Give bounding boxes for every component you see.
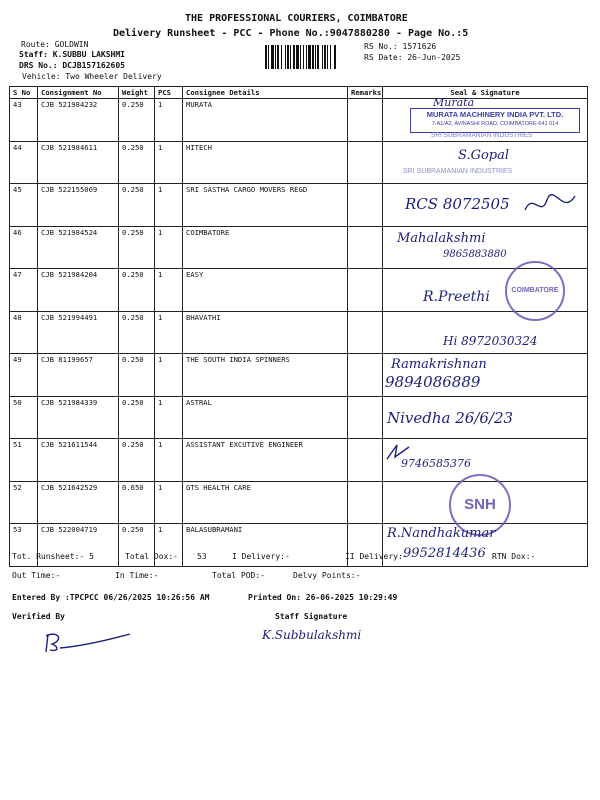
phone-handwriting: 9952814436 [403, 546, 486, 561]
cell-pcs: 1 [155, 396, 183, 439]
cell-consignee: EASY [183, 269, 348, 312]
header-consignee: Consignee Details [183, 87, 348, 99]
cell-signature [383, 524, 588, 567]
signature-handwriting: R.Preethi [423, 289, 490, 305]
delvy-points: Delvy Points:- [293, 571, 361, 580]
phone-handwriting: 9746585376 [401, 457, 471, 470]
runsheet-subtitle: Delivery Runsheet - PCC - Phone No.:9047880280 - Page No.:5 [113, 28, 469, 39]
cell-signature [383, 354, 588, 397]
vehicle-label: Vehicle: Two Wheeler Delivery [22, 72, 162, 81]
cell-pcs: 1 [155, 269, 183, 312]
staff-signature-handwriting: K.Subbulakshmi [262, 628, 362, 642]
cell-consignee: ASSISTANT EXCUTIVE ENGINEER [183, 439, 348, 482]
cell-pcs: 1 [155, 226, 183, 269]
cell-sno: 46 [10, 226, 38, 269]
rs-number: RS No.: 1571626 [364, 42, 437, 51]
round-seal: COIMBATORE [505, 261, 565, 321]
cell-remarks [348, 269, 383, 312]
cell-pcs: 1 [155, 481, 183, 524]
cell-remarks [348, 439, 383, 482]
signature-handwriting: R.Nandhakumar [387, 526, 496, 541]
table-row [10, 354, 588, 397]
cell-signature [383, 184, 588, 227]
signature-handwriting: Murata [433, 96, 475, 109]
cell-remarks [348, 184, 383, 227]
cell-weight: 0.250 [119, 311, 155, 354]
table-row [10, 481, 588, 524]
hospital-seal: SNH [449, 474, 511, 536]
cell-weight: 0.250 [119, 141, 155, 184]
faded-seal-text: SRI SUBRAMANIAN INDUSTRIES [403, 167, 513, 175]
staff-signature-label: Staff Signature [275, 612, 348, 621]
cell-consignment: CJB 521984524 [38, 226, 119, 269]
cell-consignment: CJB 521984232 [38, 99, 119, 142]
cell-consignee: GTS HEALTH CARE [183, 481, 348, 524]
cell-consignee: THE SOUTH INDIA SPINNERS [183, 354, 348, 397]
cell-sno: 51 [10, 439, 38, 482]
cell-sno: 45 [10, 184, 38, 227]
cell-consignee: ASTRAL [183, 396, 348, 439]
cell-pcs: 1 [155, 99, 183, 142]
cell-remarks [348, 354, 383, 397]
cell-remarks [348, 226, 383, 269]
cell-remarks [348, 396, 383, 439]
cell-remarks [348, 311, 383, 354]
cell-signature [383, 269, 588, 312]
cell-remarks [348, 141, 383, 184]
signature-handwriting: Hi 8972030324 [443, 333, 538, 348]
cell-pcs: 1 [155, 524, 183, 567]
cell-consignee: SRI SASTHA CARGO MOVERS REGD [183, 184, 348, 227]
total-pod: Total POD:- [212, 571, 265, 580]
route-label: Route: GOLDWIN [21, 40, 89, 49]
rtn-dox: RTN Dox:- [492, 552, 536, 561]
cell-sno: 53 [10, 524, 38, 567]
in-time: In Time:- [115, 571, 159, 580]
phone-handwriting: 9894086889 [385, 373, 481, 391]
out-time: Out Time:- [12, 571, 61, 580]
rs-date: RS Date: 26-Jun-2025 [364, 53, 461, 62]
cell-consignment: CJB 521984339 [38, 396, 119, 439]
cell-sno: 52 [10, 481, 38, 524]
table-header-row [10, 87, 588, 99]
header-remarks: Remarks [348, 87, 383, 99]
cell-weight: 0.650 [119, 481, 155, 524]
staff-label: Staff: K.SUBBU LAKSHMI [19, 50, 125, 59]
cell-consignee: HITECH [183, 141, 348, 184]
header-consignment: Consignment No [38, 87, 119, 99]
cell-consignment: CJB 521984611 [38, 141, 119, 184]
cell-consignee: COIMBATORE [183, 226, 348, 269]
cell-signature [383, 311, 588, 354]
cell-sno: 44 [10, 141, 38, 184]
cell-consignee: BHAVATHI [183, 311, 348, 354]
phone-handwriting: 9865883880 [443, 248, 507, 260]
cell-consignment: CJB 522155069 [38, 184, 119, 227]
company-seal: MURATA MACHINERY INDIA PVT. LTD. 7-A1/A2, AVINASHI ROAD, COIMBATORE-641 014 [410, 108, 580, 133]
signature-scribble [523, 190, 578, 220]
cell-weight: 0.250 [119, 269, 155, 312]
cell-consignment: CJB 521994491 [38, 311, 119, 354]
cell-signature [383, 141, 588, 184]
ii-delivery: II Delivery:- [345, 552, 408, 561]
table-row [10, 141, 588, 184]
overlapping-seal-text: SRI SUBRAMANIAN INDUSTRIES [431, 132, 533, 139]
table-row [10, 311, 588, 354]
tot-runsheet: Tot. Runsheet:- 5 [12, 552, 94, 561]
verified-signature [38, 626, 133, 658]
cell-pcs: 1 [155, 354, 183, 397]
cell-weight: 0.250 [119, 439, 155, 482]
table-row [10, 184, 588, 227]
cell-sno: 48 [10, 311, 38, 354]
cell-sno: 47 [10, 269, 38, 312]
cell-weight: 0.250 [119, 354, 155, 397]
header-sno: S No [10, 87, 38, 99]
header-pcs: PCS [155, 87, 183, 99]
barcode [265, 45, 353, 69]
cell-consignee: BALASUBRAMANI [183, 524, 348, 567]
cell-consignment: CJB 521611544 [38, 439, 119, 482]
total-dox-label: Total Dox:- [125, 552, 178, 561]
cell-signature [383, 96, 588, 142]
total-dox-value: 53 [197, 552, 207, 561]
drs-number: DRS No.: DCJB157162605 [19, 61, 125, 70]
cell-pcs: 1 [155, 439, 183, 482]
cell-consignee: MURATA [183, 99, 348, 142]
cell-weight: 0.250 [119, 99, 155, 142]
cell-consignment: CJB 522004719 [38, 524, 119, 567]
table-row [10, 269, 588, 312]
runsheet-title: THE PROFESSIONAL COURIERS, COIMBATORE [185, 13, 408, 24]
i-delivery: I Delivery:- [232, 552, 290, 561]
cell-remarks [348, 99, 383, 142]
signature-handwriting: RCS 8072505 [405, 195, 510, 213]
table-row [10, 396, 588, 439]
cell-weight: 0.250 [119, 396, 155, 439]
signature-handwriting: Mahalakshmi [397, 230, 486, 246]
runsheet-table [9, 86, 588, 567]
printed-on: Printed On: 26-06-2025 10:29:49 [248, 593, 398, 602]
cell-weight: 0.250 [119, 184, 155, 227]
cell-sno: 50 [10, 396, 38, 439]
table-row [10, 226, 588, 269]
cell-consignment: CJB 521984204 [38, 269, 119, 312]
cell-pcs: 1 [155, 184, 183, 227]
cell-consignment: CJB 521642529 [38, 481, 119, 524]
signature-handwriting: Nivedha 26/6/23 [387, 408, 514, 427]
cell-pcs: 1 [155, 141, 183, 184]
table-row [10, 99, 588, 142]
header-weight: Weight [119, 87, 155, 99]
signature-handwriting: Ramakrishnan [391, 357, 487, 372]
verified-by-label: Verified By [12, 612, 65, 621]
header-seal-signature: Seal & Signature [383, 87, 588, 99]
cell-weight: 0.250 [119, 226, 155, 269]
cell-sno: 49 [10, 354, 38, 397]
signature-handwriting: S.Gopal [458, 147, 510, 163]
cell-weight: 0.250 [119, 524, 155, 567]
cell-signature [383, 396, 588, 439]
cell-sno: 43 [10, 99, 38, 142]
cell-consignment: CJB 81199657 [38, 354, 119, 397]
cell-pcs: 1 [155, 311, 183, 354]
entered-by: Entered By :TPCPCC 06/26/2025 10:26:56 AM [12, 593, 210, 602]
cell-signature [383, 481, 588, 524]
cell-remarks [348, 481, 383, 524]
